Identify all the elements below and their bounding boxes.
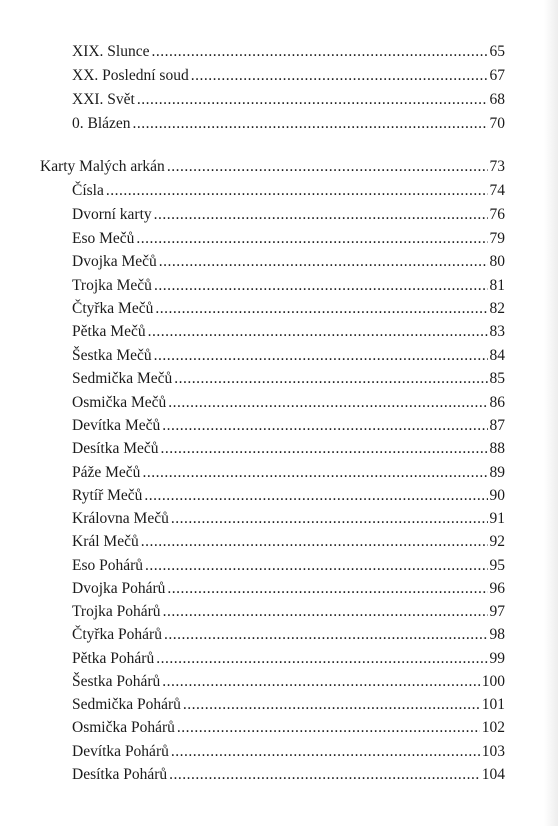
toc-entry-label: 0. Blázen (72, 115, 131, 132)
toc-entry (72, 42, 505, 62)
toc-entry-label: Devítka Pohárů (72, 743, 169, 760)
dot-leader (154, 276, 488, 294)
dot-leader (152, 42, 488, 60)
dot-leader (164, 625, 488, 643)
toc-entry-page-number: 65 (489, 43, 505, 60)
toc-entry-page-number: 68 (489, 91, 505, 108)
toc-entry-label: Pětka Mečů (72, 323, 146, 340)
dot-leader (106, 181, 488, 199)
toc-entry (72, 299, 505, 319)
dot-leader (156, 649, 487, 667)
toc-entry-page-number: 90 (489, 487, 505, 504)
toc-entry (72, 90, 505, 110)
dot-leader (167, 579, 487, 597)
toc-entry (72, 66, 505, 86)
toc-entry (72, 322, 505, 342)
toc-entry (72, 672, 505, 692)
toc-entry (72, 695, 505, 715)
toc-entry-label: Devítka Mečů (72, 417, 161, 434)
dot-leader (144, 486, 487, 504)
toc-entry-label: Dvojka Pohárů (72, 580, 166, 597)
toc-entry-label: Sedmička Pohárů (72, 696, 181, 713)
toc-entry (72, 252, 505, 272)
toc-entry-page-number: 67 (489, 67, 505, 84)
dot-leader (154, 346, 488, 364)
toc-entry-page-number: 85 (489, 370, 505, 387)
dot-leader (174, 369, 487, 387)
toc-entry-label: Trojka Mečů (72, 277, 152, 294)
dot-leader (137, 90, 488, 108)
dot-leader (148, 322, 488, 340)
toc-entry-page-number: 98 (489, 626, 505, 643)
toc-entry (72, 463, 505, 483)
dot-leader (177, 718, 480, 736)
toc-entry-label: Dvorní karty (72, 206, 152, 223)
toc-entry (72, 718, 505, 738)
toc-entry-page-number: 80 (489, 253, 505, 270)
dot-leader (167, 157, 488, 175)
toc-entry (72, 765, 505, 785)
toc-entry-page-number: 104 (481, 766, 505, 783)
toc-entry (72, 276, 505, 296)
toc-entry-page-number: 79 (489, 230, 505, 247)
toc-entry (72, 114, 505, 134)
toc-entry (72, 742, 505, 762)
dot-leader (191, 66, 488, 84)
toc-entry-page-number: 88 (489, 440, 505, 457)
toc-entry-page-number: 95 (489, 557, 505, 574)
toc-entry (72, 556, 505, 576)
toc-entry-label: Dvojka Mečů (72, 253, 157, 270)
toc-entry-page-number: 86 (489, 394, 505, 411)
dot-leader (141, 532, 488, 550)
toc-entry-label: XXI. Svět (72, 91, 135, 108)
toc-entry-page-number: 87 (489, 417, 505, 434)
dot-leader (145, 556, 487, 574)
toc-entry-label: Rytíř Mečů (72, 487, 143, 504)
dot-leader (161, 439, 488, 457)
toc-entry-page-number: 97 (489, 603, 505, 620)
toc-entry (40, 157, 505, 177)
toc-entry-page-number: 99 (489, 650, 505, 667)
dot-leader (136, 229, 487, 247)
toc-entry-label: Král Mečů (72, 533, 139, 550)
dot-leader (154, 205, 488, 223)
toc-entry (72, 532, 505, 552)
toc-entry (72, 602, 505, 622)
toc-entry (72, 416, 505, 436)
dot-leader (171, 742, 480, 760)
page-edge-shadow (544, 0, 558, 826)
toc-entry (72, 509, 505, 529)
toc-entry-label: XX. Poslední soud (72, 67, 189, 84)
toc-entry (72, 393, 505, 413)
toc-entry-label: Šestka Pohárů (72, 673, 161, 690)
toc-entry-label: Karty Malých arkán (40, 158, 165, 175)
dot-leader (155, 299, 487, 317)
toc-entry-page-number: 83 (489, 323, 505, 340)
toc-entry-page-number: 84 (489, 347, 505, 364)
toc-entry-page-number: 70 (489, 115, 505, 132)
toc-entry-page-number: 100 (481, 673, 505, 690)
dot-leader (142, 463, 487, 481)
toc-entry-page-number: 103 (481, 743, 505, 760)
toc-entry (72, 205, 505, 225)
toc-entry (72, 229, 505, 249)
dot-leader (169, 765, 480, 783)
toc-entry (72, 346, 505, 366)
dot-leader (133, 114, 488, 132)
toc-entry-label: Desítka Pohárů (72, 766, 168, 783)
toc-entry-label: Čtyřka Mečů (72, 300, 154, 317)
dot-leader (159, 252, 488, 270)
toc-entry-label: Čtyřka Pohárů (72, 626, 162, 643)
toc-entry-label: Sedmička Mečů (72, 370, 173, 387)
toc-entry-label: Páže Mečů (72, 464, 141, 481)
toc-entry-label: Osmička Pohárů (72, 719, 175, 736)
dot-leader (162, 672, 479, 690)
toc-entry-page-number: 102 (481, 719, 505, 736)
toc-entry-label: Eso Mečů (72, 230, 135, 247)
toc-entry (72, 369, 505, 389)
dot-leader (162, 416, 487, 434)
toc-entry-label: Trojka Pohárů (72, 603, 161, 620)
toc-entry (72, 625, 505, 645)
toc-entry-page-number: 81 (489, 277, 505, 294)
toc-entry-label: XIX. Slunce (72, 43, 150, 60)
dot-leader (171, 509, 488, 527)
dot-leader (163, 602, 488, 620)
toc-entry-label: Desítka Mečů (72, 440, 159, 457)
toc-entry (72, 579, 505, 599)
toc-entry (72, 439, 505, 459)
toc-entry-page-number: 91 (489, 510, 505, 527)
toc-entry-page-number: 89 (489, 464, 505, 481)
toc-entry-page-number: 76 (489, 206, 505, 223)
toc-entry-label: Pětka Pohárů (72, 650, 155, 667)
toc-entry (72, 181, 505, 201)
toc-entry-page-number: 82 (489, 300, 505, 317)
toc-entry-page-number: 96 (489, 580, 505, 597)
dot-leader (183, 695, 480, 713)
toc-entry-page-number: 92 (489, 533, 505, 550)
toc-entry-page-number: 73 (489, 158, 505, 175)
toc-entry (72, 486, 505, 506)
toc-entry-page-number: 101 (481, 696, 505, 713)
dot-leader (168, 393, 487, 411)
toc-entry (72, 649, 505, 669)
toc-entry-page-number: 74 (489, 182, 505, 199)
toc-entry-label: Eso Pohárů (72, 557, 144, 574)
toc-entry-label: Šestka Mečů (72, 347, 152, 364)
toc-entry-label: Osmička Mečů (72, 394, 167, 411)
toc-entry-label: Čísla (72, 182, 104, 199)
toc-entry-label: Královna Mečů (72, 510, 169, 527)
